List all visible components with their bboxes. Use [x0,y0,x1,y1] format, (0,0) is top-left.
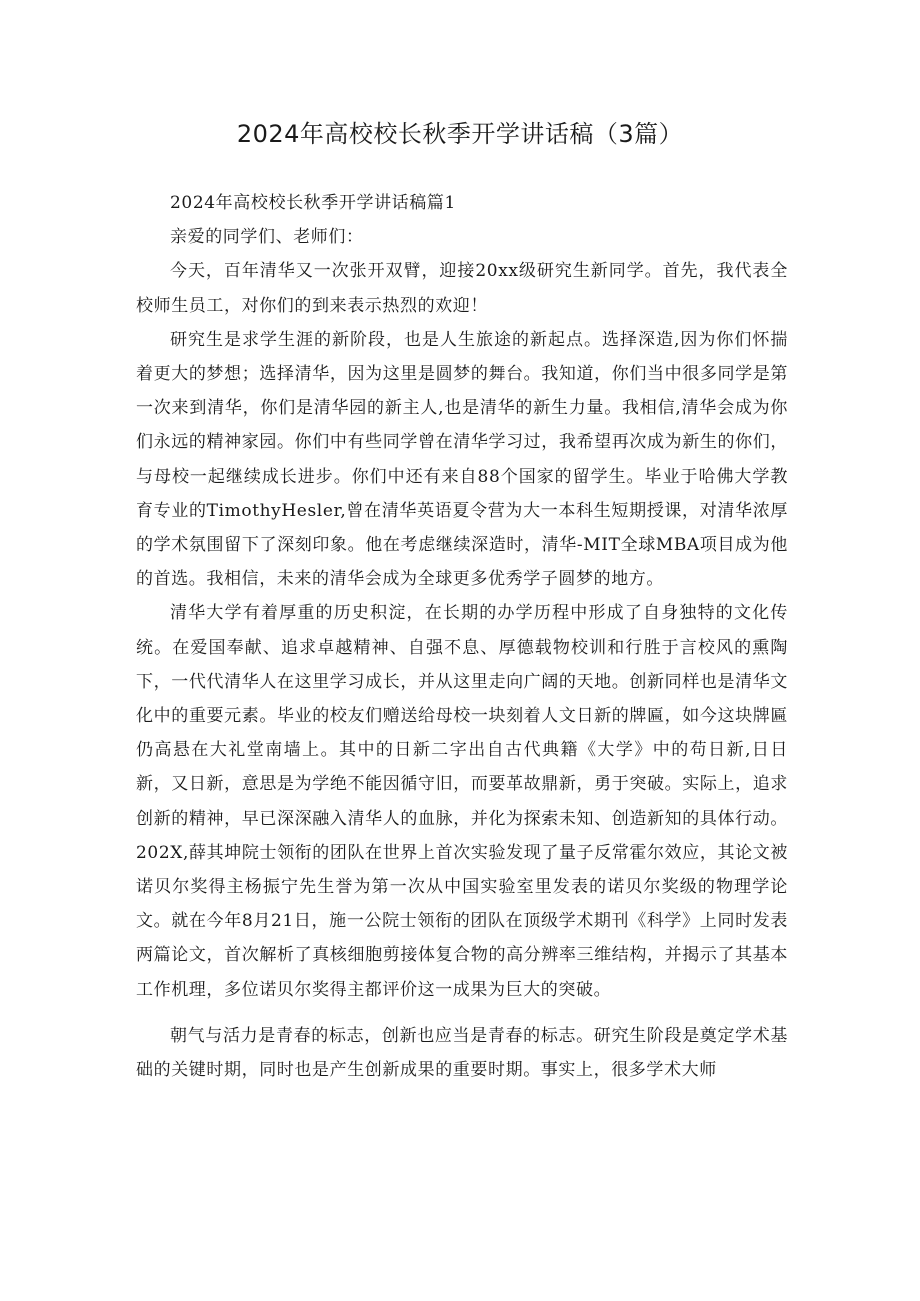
section-heading: 2024年高校校长秋季开学讲话稿篇1 [170,193,456,213]
document-body [136,186,788,1087]
paragraph-tradition: 清华大学有着厚重的历史积淀，在长期的办学历程中形成了自身独特的文化传统。在爱国奉献、追求卓越精神、自强不息、厚德载物校训和行胜于言校风的熏陶下，一代代清华人在这里学习成长，并从这里走向广阔的天地。创新同样也是清华文化中的重要元素。毕业的校友们赠送给母校一块刻着人文日新的牌匾，如今这块牌匾仍高悬在大礼堂南墙上。其中的日新二字出自古代典籍《大学》中的苟日新,日日新，又日新，意思是为学绝不能因循守旧，而要革故鼎新，勇于突破。实际上，追求创新的精神，早已深深融入清华人的血脉，并化为探索未知、创造新知的具体行动。202X,薛其坤院士领衔的团队在世界上首次实验发现了量子反常霍尔效应，其论文被诺贝尔奖得主杨振宁先生誉为第一次从中国实验室里发表的诺贝尔奖级的物理学论文。就在今年8月21日，施一公院士领衔的团队在顶级学术期刊《科学》上同时发表两篇论文，首次解析了真核细胞剪接体复合物的高分辨率三维结构，并揭示了其基本工作机理，多位诺贝尔奖得主都评价这一成果为巨大的突破。 [136,603,788,1000]
paragraph-welcome: 今天，百年清华又一次张开双臂，迎接20xx级研究生新同学。首先，我代表全校师生员工，对你们的到来表示热烈的欢迎！ [136,261,788,316]
paragraph-new-stage: 研究生是求学生涯的新阶段，也是人生旅途的新起点。选择深造,因为你们怀揣着更大的梦想；选择清华，因为这里是圆梦的舞台。我知道，你们当中很多同学是第一次来到清华，你们是清华园的新主人,也是清华的新生力量。我相信,清华会成为你们永远的精神家园。你们中有些同学曾在清华学习过，我希望再次成为新生的你们，与母校一起继续成长进步。你们中还有来自88个国家的留学生。毕业于哈佛大学教育专业的TimothyHesler,曾在清华英语夏令营为大一本科生短期授课，对清华浓厚的学术氛围留下了深刻印象。他在考虑继续深造时，清华-MIT全球MBA项目成为他的首选。我相信，未来的清华会成为全球更多优秀学子圆梦的地方。 [136,329,788,590]
paragraph-youth: 朝气与活力是青春的标志，创新也应当是青春的标志。研究生阶段是奠定学术基础的关键时期，同时也是产生创新成果的重要时期。事实上，很多学术大师 [136,1025,788,1081]
document-title: 2024年高校校长秋季开学讲话稿（3篇） [236,120,684,148]
salutation: 亲爱的同学们、老师们： [170,227,364,248]
